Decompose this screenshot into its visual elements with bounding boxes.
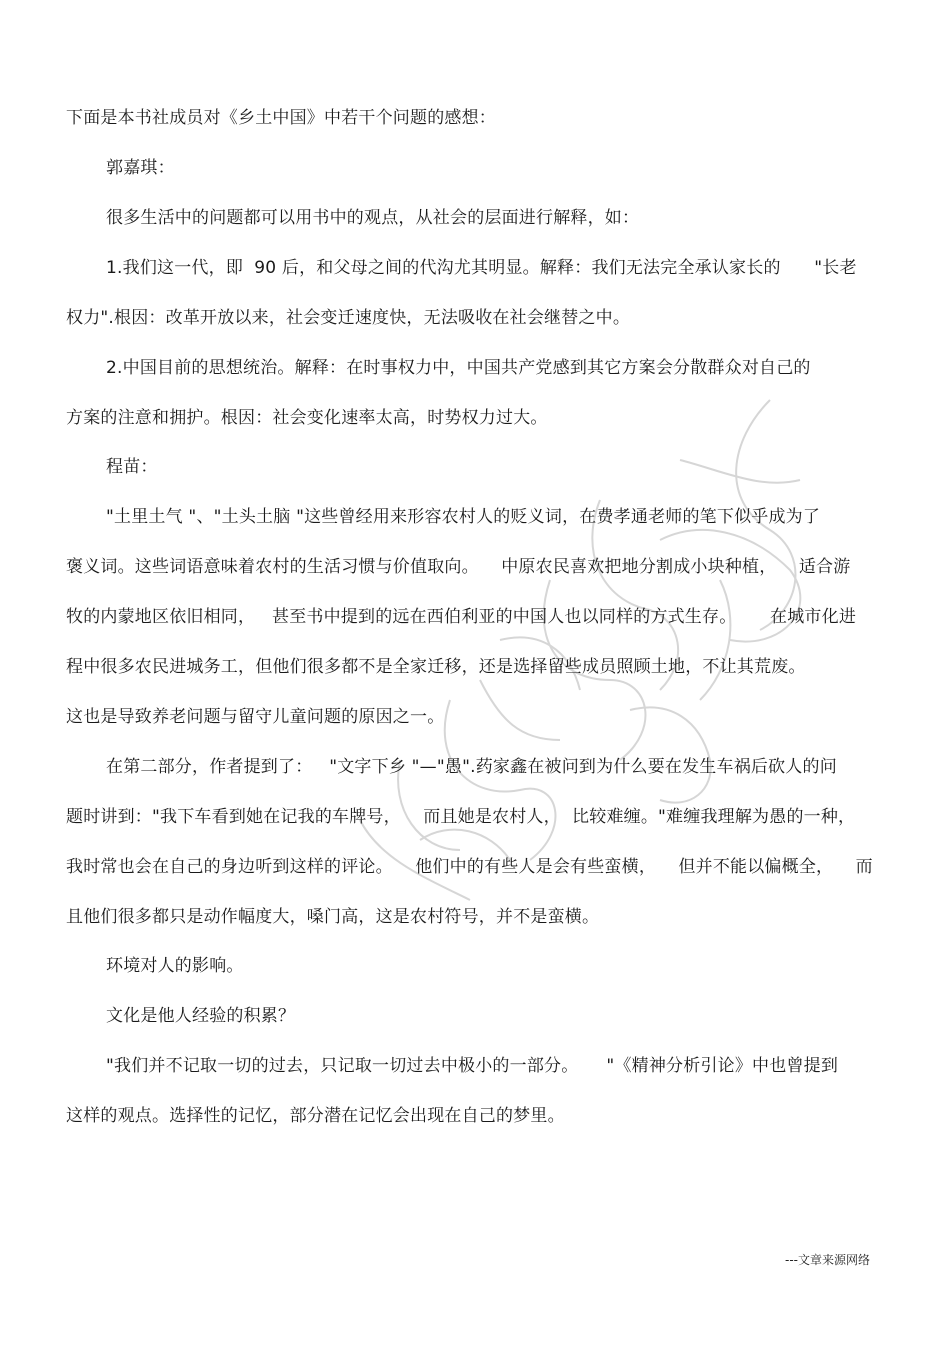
paragraph-memory-line-2: 这样的观点。选择性的记忆，部分潜在记忆会出现在自己的梦里。 [66, 1106, 565, 1126]
paragraph-guo-3-line-1: 2.中国目前的思想统治。解释：在时事权力中，中国共产党感到其它方案会分散群众对自己的 [106, 358, 811, 378]
paragraph-cheng-1-line-3: 牧的内蒙地区依旧相同， 甚至书中提到的远在西伯利亚的中国人也以同样的方式生存。 在城市化进 [66, 607, 857, 627]
source-footer: ---文章来源网络 [785, 1253, 870, 1267]
paragraph-guo-2-line-1: 1.我们这一代，即 90 后，和父母之间的代沟尤其明显。解释：我们无法完全承认家长的 "长老 [106, 258, 857, 278]
paragraph-cheng-1-line-1: "土里土气 "、"土头土脑 "这些曾经用来形容农村人的贬义词，在费孝通老师的笔下似乎成为了 [106, 507, 821, 527]
paragraph-intro: 下面是本书社成员对《乡土中国》中若干个问题的感想： [66, 108, 496, 128]
paragraph-cheng-2-line-3: 我时常也会在自己的身边听到这样的评论。 他们中的有些人是会有些蛮横， 但并不能以偏概全， 而 [66, 857, 873, 877]
paragraph-environment: 环境对人的影响。 [106, 956, 244, 976]
paragraph-cheng-1-line-4: 程中很多农民进城务工，但他们很多都不是全家迁移，还是选择留些成员照顾土地，不让其荒废。 [66, 657, 806, 677]
paragraph-guo-2-line-2: 权力".根因：改革开放以来，社会变迁速度快，无法吸收在社会继替之中。 [66, 308, 631, 328]
author-guo-jiaqi: 郭嘉琪： [106, 158, 175, 178]
paragraph-cheng-2-line-1: 在第二部分，作者提到了： "文字下乡 "—"愚".药家鑫在被问到为什么要在发生车祸后砍人的问 [106, 757, 837, 777]
paragraph-guo-1: 很多生活中的问题都可以用书中的观点，从社会的层面进行解释，如： [106, 208, 640, 228]
paragraph-culture: 文化是他人经验的积累？ [106, 1006, 296, 1026]
author-cheng-miao: 程苗： [106, 457, 158, 477]
paragraph-cheng-1-line-5: 这也是导致养老问题与留守儿童问题的原因之一。 [66, 707, 445, 727]
paragraph-cheng-1-line-2: 褒义词。这些词语意味着农村的生活习惯与价值取向。 中原农民喜欢把地分割成小块种植， 适合游 [66, 557, 851, 577]
paragraph-cheng-2-line-4: 且他们很多都只是动作幅度大，嗓门高，这是农村符号，并不是蛮横。 [66, 907, 600, 927]
paragraph-memory-line-1: "我们并不记取一切的过去，只记取一切过去中极小的一部分。 "《精神分析引论》中也曾提到 [106, 1056, 839, 1076]
paragraph-cheng-2-line-2: 题时讲到："我下车看到她在记我的车牌号， 而且她是农村人， 比较难缠。"难缠我理解为愚的一种， [66, 807, 856, 827]
paragraph-guo-3-line-2: 方案的注意和拥护。根因：社会变化速率太高，时势权力过大。 [66, 408, 548, 428]
